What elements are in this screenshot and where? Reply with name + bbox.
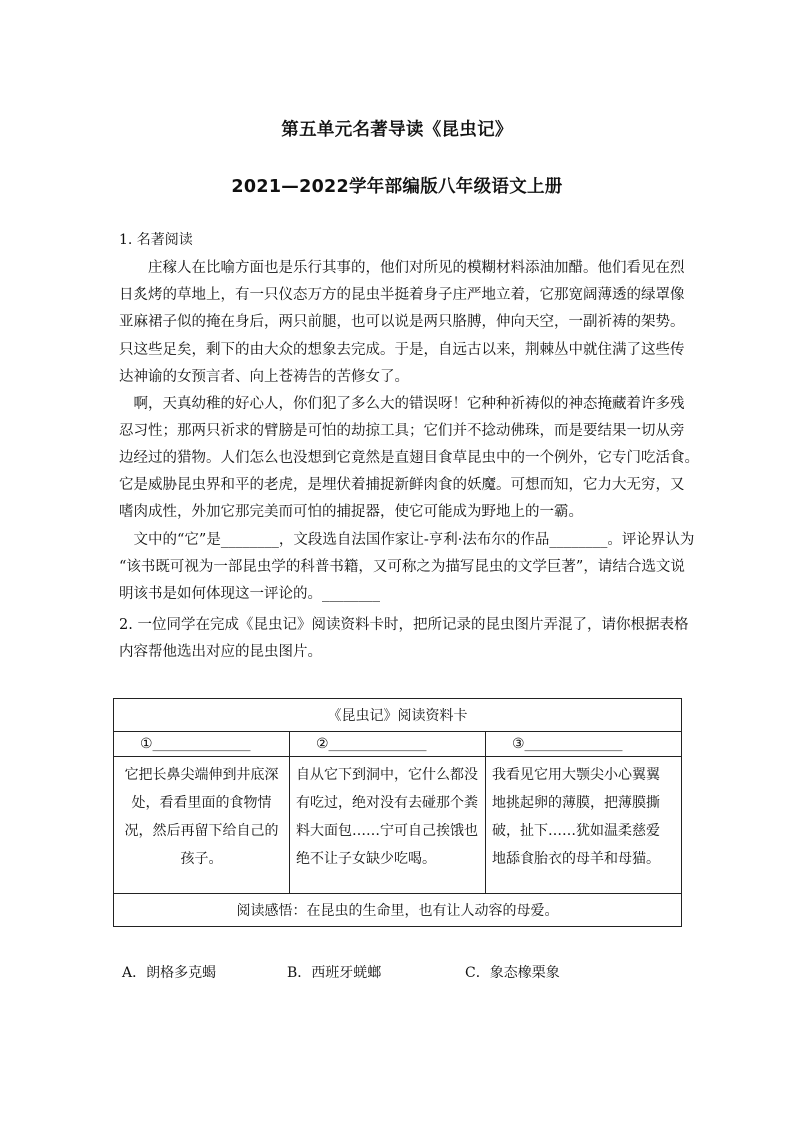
passage-line: 它是威胁昆虫界和平的老虎，是埋伏着捕捉新鲜肉食的妖魔。可想而知，它力大无穷，又 bbox=[119, 477, 685, 493]
passage-line: 日炙烤的草地上，有一只仪态万方的昆虫半挺着身子庄严地立着，它那宽阔薄透的绿罩像 bbox=[119, 287, 685, 303]
cell-line: 有吃过，绝对没有去碰那个粪 bbox=[296, 795, 478, 811]
cell-line: 地舔食胎衣的母羊和母猫。 bbox=[492, 851, 660, 867]
question-2-line: 内容帮他选出对应的昆虫图片。 bbox=[119, 644, 322, 660]
option-b: B．西班牙蜣螂 bbox=[287, 965, 382, 981]
cell-line: 绝不让子女缺少吃喝。 bbox=[296, 851, 436, 867]
cell-line: 我看见它用大颚尖小心翼翼 bbox=[492, 767, 660, 783]
card-cell-1 bbox=[114, 757, 290, 894]
cell-line: 料大面包……宁可自己挨饿也 bbox=[296, 823, 478, 839]
passage-line: 边经过的猎物。人们怎么也没想到它竟然是直翅目食草昆虫中的一个例外，它专门吃活食。 bbox=[119, 450, 699, 466]
passage-line: 亚麻裙子似的掩在身后，两只前腿，也可以说是两只胳膊，伸向天空，一副祈祷的架势。 bbox=[119, 314, 685, 330]
card-header-1 bbox=[114, 732, 290, 757]
question-2-line: 2. 一位同学在完成《昆虫记》阅读资料卡时，把所记录的昆虫图片弄混了，请你根据表格 bbox=[119, 617, 689, 633]
passage-line: 庄稼人在比喻方面也是乐行其事的，他们对所见的模糊材料添油加醋。他们看见在烈 bbox=[119, 260, 685, 276]
card-cell-3 bbox=[486, 757, 682, 894]
option-c: C．象态橡栗象 bbox=[465, 965, 560, 981]
page-title: 第五单元名著导读《昆虫记》 bbox=[281, 120, 513, 140]
card-header-3 bbox=[486, 732, 682, 757]
cell-line: 自从它下到洞中，它什么都没 bbox=[296, 767, 478, 783]
question-1-prompt-line: “该书既可视为一部昆虫学的科普书籍，又可称之为描写昆虫的文学巨著”，请结合选文说 bbox=[119, 559, 685, 575]
passage-line: 嗜肉成性，外加它那完美而可怕的捕捉器，使它可能成为野地上的一霸。 bbox=[119, 504, 583, 520]
card-footer: 阅读感悟：在昆虫的生命里，也有让人动容的母爱。 bbox=[114, 894, 682, 927]
page-subtitle: 2021—2022学年部编版八年级语文上册 bbox=[231, 177, 563, 197]
question-1-heading: 1. 名著阅读 bbox=[119, 232, 193, 248]
cell-line: 地挑起卵的薄膜，把薄膜撕 bbox=[492, 795, 660, 811]
card-header-2 bbox=[290, 732, 486, 757]
passage-line: 只这些足矣，剩下的由大众的想象去完成。于是，自远古以来，荆棘丛中就住满了这些传 bbox=[119, 342, 685, 358]
cell-line: 破，扯下……犹如温柔慈爱 bbox=[492, 823, 660, 839]
cell-line: 孩子。 bbox=[180, 851, 223, 867]
blank-1: ①______________ bbox=[140, 736, 251, 752]
option-a: A．朗格多克蝎 bbox=[122, 965, 217, 981]
reading-card-table bbox=[113, 698, 682, 927]
passage-line: 啊，天真幼稚的好心人，你们犯了多么大的错误呀！它种种祈祷似的神态掩藏着许多残 bbox=[119, 396, 685, 412]
question-1-prompt-line: 明该书是如何体现这一评论的。________ bbox=[119, 586, 380, 602]
passage-line: 忍习性；那两只祈求的臂膀是可怕的劫掠工具；它们并不捻动佛珠，而是要结果一切从旁 bbox=[119, 423, 685, 439]
blank-2: ②______________ bbox=[316, 736, 427, 752]
cell-line: 处，看看里面的食物情 bbox=[131, 795, 272, 811]
blank-3: ③______________ bbox=[512, 736, 623, 752]
cell-line: 它把长鼻尖端伸到井底深 bbox=[124, 767, 279, 783]
passage-line: 达神谕的女预言者、向上苍祷告的苦修女了。 bbox=[119, 369, 409, 385]
question-1-prompt-line: 文中的“它”是________，文段选自法国作家让-亨利·法布尔的作品________。评论界认为 bbox=[119, 532, 695, 548]
card-title: 《昆虫记》阅读资料卡 bbox=[114, 699, 682, 732]
cell-line: 况，然后再留下给自己的 bbox=[124, 823, 279, 839]
card-cell-2 bbox=[290, 757, 486, 894]
